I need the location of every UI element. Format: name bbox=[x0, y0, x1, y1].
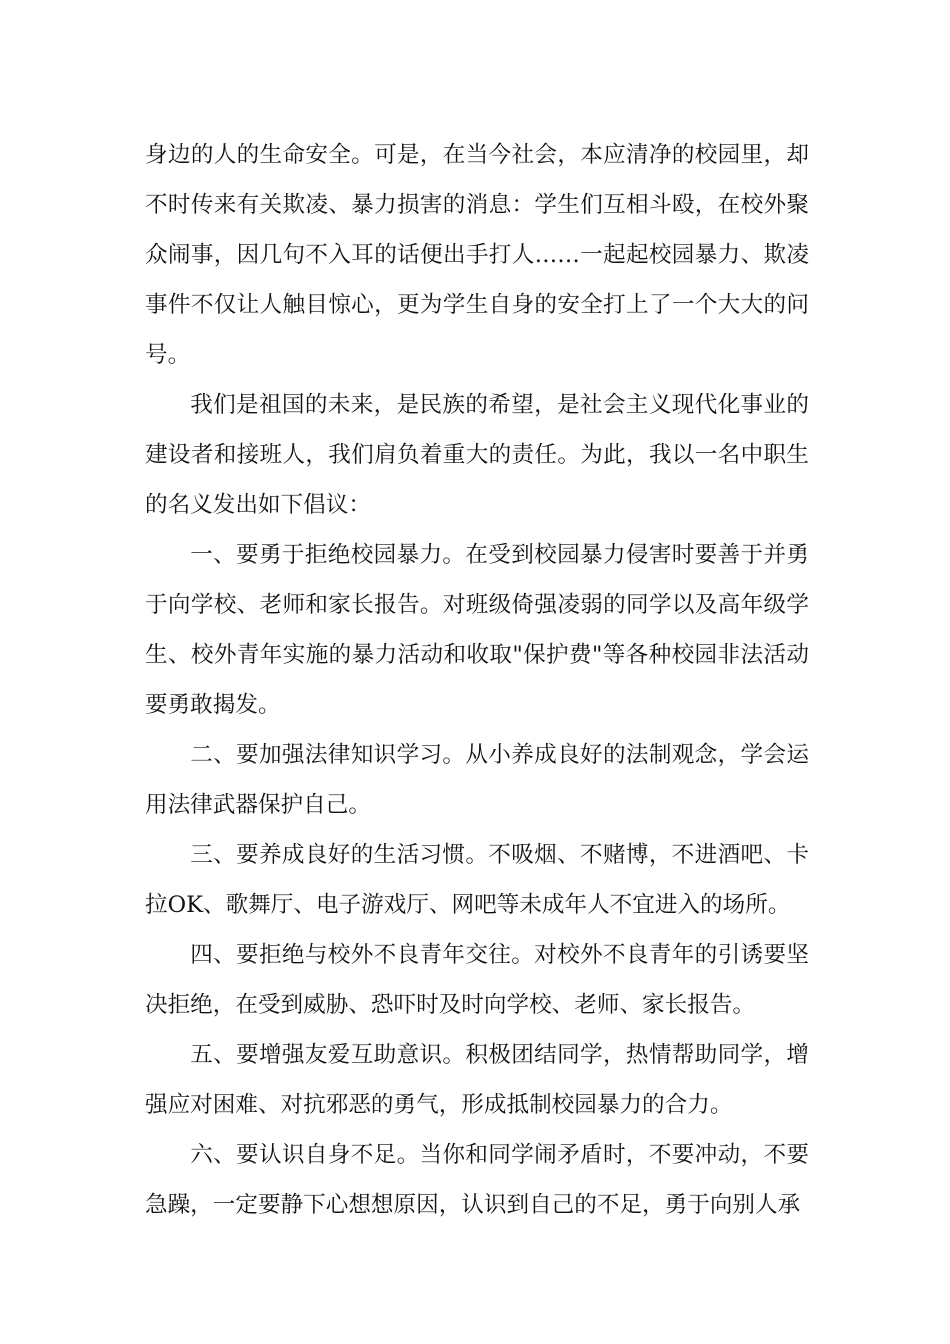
proposal-item-1: 一、要勇于拒绝校园暴力。在受到校园暴力侵害时要善于并勇于向学校、老师和家长报告。对班级倚强凌弱的同学以及高年级学生、校外青年实施的暴力活动和收取"保护费"等各种校园非法活动要勇敢揭发。 bbox=[145, 542, 809, 718]
document-body bbox=[145, 130, 809, 1230]
proposal-item-6: 六、要认识自身不足。当你和同学闹矛盾时，不要冲动，不要急躁，一定要静下心想想原因，认识到自己的不足，勇于向别人承 bbox=[145, 1142, 809, 1218]
proposal-item-3: 三、要养成良好的生活习惯。不吸烟、不赌博，不进酒吧、卡拉OK、歌舞厅、电子游戏厅、网吧等未成年人不宜进入的场所。 bbox=[145, 842, 809, 918]
proposal-item-4: 四、要拒绝与校外不良青年交往。对校外不良青年的引诱要坚决拒绝，在受到威胁、恐吓时及时向学校、老师、家长报告。 bbox=[145, 942, 809, 1018]
paragraph-intro: 我们是祖国的未来，是民族的希望，是社会主义现代化事业的建设者和接班人，我们肩负着重大的责任。为此，我以一名中职生的名义发出如下倡议： bbox=[145, 392, 809, 518]
proposal-item-2: 二、要加强法律知识学习。从小养成良好的法制观念，学会运用法律武器保护自己。 bbox=[145, 742, 809, 818]
paragraph-continuation: 身边的人的生命安全。可是，在当今社会，本应清净的校园里，却不时传来有关欺凌、暴力损害的消息：学生们互相斗殴，在校外聚众闹事，因几句不入耳的话便出手打人……一起起校园暴力、欺凌事件不仅让人触目惊心，更为学生自身的安全打上了一个大大的问号。 bbox=[145, 142, 809, 368]
proposal-item-5: 五、要增强友爱互助意识。积极团结同学，热情帮助同学，增强应对困难、对抗邪恶的勇气，形成抵制校园暴力的合力。 bbox=[145, 1042, 809, 1118]
